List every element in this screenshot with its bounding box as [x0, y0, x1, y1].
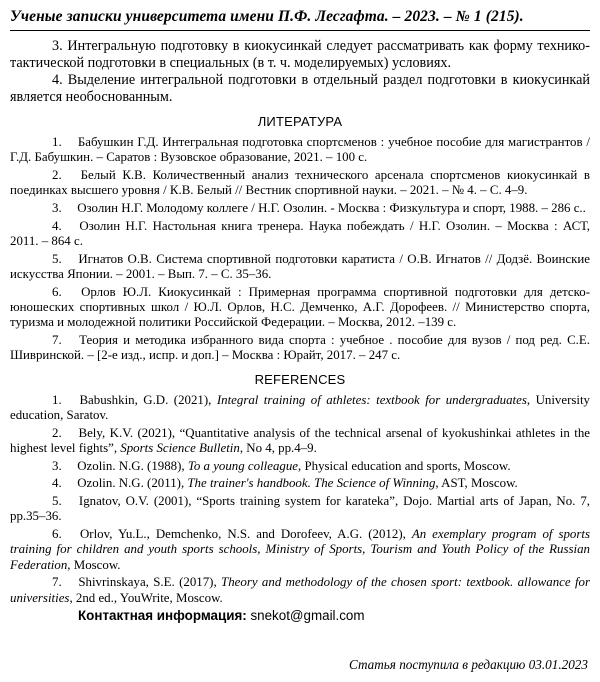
- references-heading: REFERENCES: [254, 371, 346, 387]
- reference-item: 3. Ozolin. N.G. (1988), To a young colleague, Physical education and sports, Moscow.: [52, 458, 511, 473]
- contact-email: snekot@gmail.com: [250, 608, 365, 624]
- running-header: Ученые записки университета имени П.Ф. Лесгафта. – 2023. – № 1 (215).: [10, 0, 590, 31]
- literature-item: 4. Озолин Н.Г. Настольная книга тренера. Наука побеждать / Н.Г. Озолин. – Москва : АСТ, 2011. – 864 с.: [10, 218, 590, 248]
- literature-list: [10, 135, 590, 364]
- contact-label: Контактная информация:: [78, 608, 247, 624]
- literature-item: 3. Озолин Н.Г. Молодому коллеге / Н.Г. Озолин. - Москва : Физкультура и спорт, 1988. – 286 с..: [52, 201, 586, 215]
- literature-item: 6. Орлов Ю.Л. Киокусинкай : Примерная программа спортивной подготовки для детско-юношеских спортивных школ / Ю.Л. Орлов, Н.С. Демченко, А.Г. Дорофеев. // Министерство спорта, туризма и молодежной политики Российской Федерации. – Москва, 2012. –139 с.: [10, 284, 590, 330]
- literature-item: 2. Белый К.В. Количественный анализ технического арсенала спортсменов киокусинкай в поединках высшего уровня / К.В. Белый // Вестник спортивной науки. – 2021. – № 4. – С. 4–9.: [10, 168, 590, 198]
- literature-item: 5. Игнатов О.В. Система спортивной подготовки каратиста / О.В. Игнатов // Додзё. Воинские искусства Японии. – 2001. – Вып. 7. – С. 35–36.: [10, 251, 590, 281]
- literature-item: 1. Бабушкин Г.Д. Интегральная подготовка спортсменов : учебное пособие для магистрантов / Г.Д. Бабушкин. – Саратов : Вузовское образование, 2021. – 100 с.: [10, 135, 590, 165]
- literature-heading: ЛИТЕРАТУРА: [257, 114, 343, 129]
- contact-info: [10, 608, 590, 623]
- conclusions: [10, 38, 590, 106]
- reference-item: 4. Ozolin. N.G. (2011), The trainer's handbook. The Science of Winning, AST, Moscow.: [52, 476, 518, 491]
- conclusion-4: 4. Выделение интегральной подготовки в отдельный раздел подготовки в киокусинкай является необоснованным.: [10, 72, 590, 105]
- reference-item: 5. Ignatov, O.V. (2001), “Sports training system for karateka”, Dojo. Martial arts of Japan, No. 7, pp.35–36.: [10, 494, 590, 524]
- reference-item: 2. Bely, K.V. (2021), “Quantitative analysis of the technical arsenal of kyokushinkai athletes in the highest level fights”, Sports Science Bulletin, No 4, pp.4–9.: [10, 425, 590, 456]
- reference-item: 7. Shivrinskaya, S.E. (2017), Theory and methodology of the chosen sport: textbook. allowance for universities, 2nd ed., YouWrite, Moscow.: [10, 575, 590, 605]
- reference-item: 1. Babushkin, G.D. (2021), Integral training of athletes: textbook for undergraduates, University education, Saratov.: [10, 392, 590, 423]
- literature-item: 7. Теория и методика избранного вида спорта : учебное . пособие для вузов / под ред. С.Е. Шивринской. – [2-е изд., испр. и доп.] – Москва : Юрайт, 2017. – 247 с.: [10, 333, 590, 363]
- references-list: [10, 393, 590, 606]
- reference-item: 6. Orlov, Yu.L., Demchenko, N.S. and Dorofeev, A.G. (2012), An exemplary program of sports training for children and youth sports schools, Ministry of Sports, Tourism and Youth Policy of the Russian Federation, Moscow.: [10, 527, 590, 572]
- received-date: Статья поступила в редакцию 03.01.2023: [349, 657, 588, 672]
- conclusion-3: 3. Интегральную подготовку в киокусинкай следует рассматривать как форму технико-тактической подготовки в специальных (в т. ч. моделируемых) условиях.: [10, 38, 590, 71]
